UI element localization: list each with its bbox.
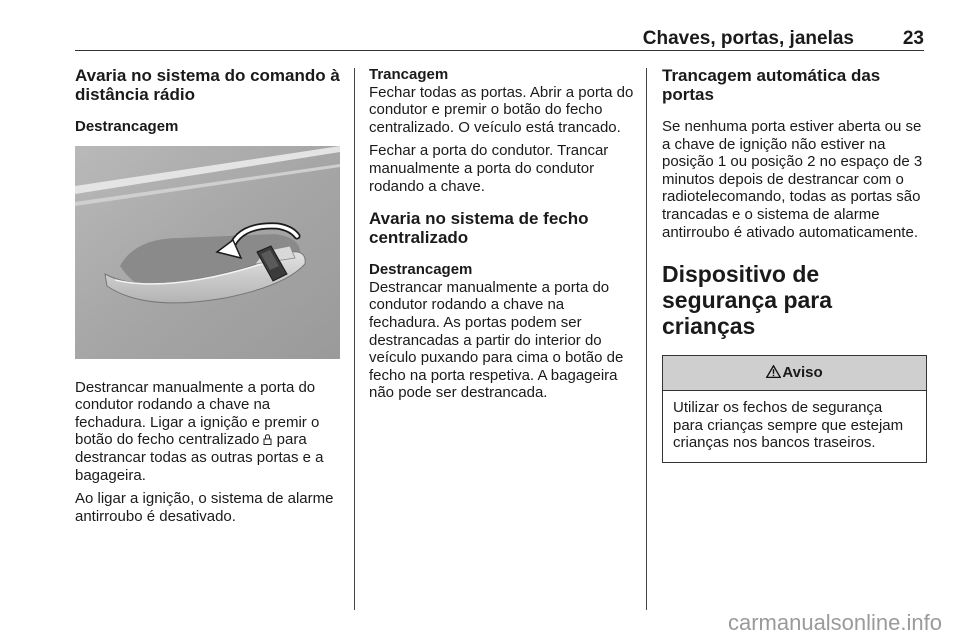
heading-remote-fault: Avaria no sistema do comando à distância rádio [75, 66, 340, 104]
warning-text: Utilizar os fechos de segurança para crianças sempre que estejam crianças nos bancos traseiros. [673, 399, 904, 452]
column-2 [369, 66, 635, 408]
page-header [75, 28, 924, 50]
section-title: Chaves, portas, janelas [642, 28, 854, 49]
subheading-unlocking: Destrancagem [75, 118, 179, 135]
alarm-paragraph: Ao ligar a ignição, o sistema de alarme antirroubo é desativado. [75, 490, 334, 525]
warning-title: Aviso [782, 364, 823, 382]
header-rule [75, 50, 924, 51]
unlock-paragraph [75, 379, 343, 485]
watermark: carmanualsonline.info [727, 610, 942, 635]
locking-paragraph-1: Fechar todas as portas. Abrir a porta do condutor e premir o botão do fecho centralizado. O veículo está trancado. [369, 83, 634, 136]
column-divider-2 [646, 68, 647, 610]
page-number: 23 [902, 28, 924, 49]
subheading-locking: Trancagem [369, 66, 449, 83]
subheading-unlocking-2: Destrancagem [369, 261, 473, 279]
heading-auto-locking: Trancagem automática das portas [662, 66, 881, 104]
central-lock-icon [263, 434, 272, 445]
unlock-text-a: Destrancar manualmente a porta do condutor rodando a chave na fechadura. Ligar a ignição e premir o botão do fecho centralizado [75, 378, 320, 449]
unlock-text-b: para destrancar todas as outras portas e a bagageira. [75, 431, 324, 484]
manual-unlock-paragraph: Destrancar manualmente a porta do condutor rodando a chave na fechadura. As portas podem ser destrancadas a partir do interior do veículo puxando para cima o botão de fecho na porta respetiva. A bagageira não pode ser destrancada. [369, 278, 624, 402]
warning-triangle-icon [766, 365, 781, 378]
column-3 [662, 66, 927, 463]
heading-child-safety: Dispositivo de segurança para crianças [662, 261, 833, 340]
locking-paragraph-2: Fechar a porta do condutor. Trancar manualmente a porta do condutor rodando a chave. [369, 142, 609, 195]
warning-box [662, 355, 927, 463]
door-handle-illustration [75, 146, 340, 359]
auto-lock-paragraph: Se nenhuma porta estiver aberta ou se a chave de ignição não estiver na posição 1 ou posição 2 no espaço de 3 minutos depois de destrancar com o radiotelecomando, todas as portas são trancadas e o sistema de alarme antirroubo é ativado automaticamente. [662, 118, 923, 241]
warning-header [663, 356, 926, 391]
column-divider-1 [354, 68, 355, 610]
column-1 [75, 66, 343, 531]
heading-central-lock-fault: Avaria no sistema de fecho centralizado [369, 209, 589, 248]
